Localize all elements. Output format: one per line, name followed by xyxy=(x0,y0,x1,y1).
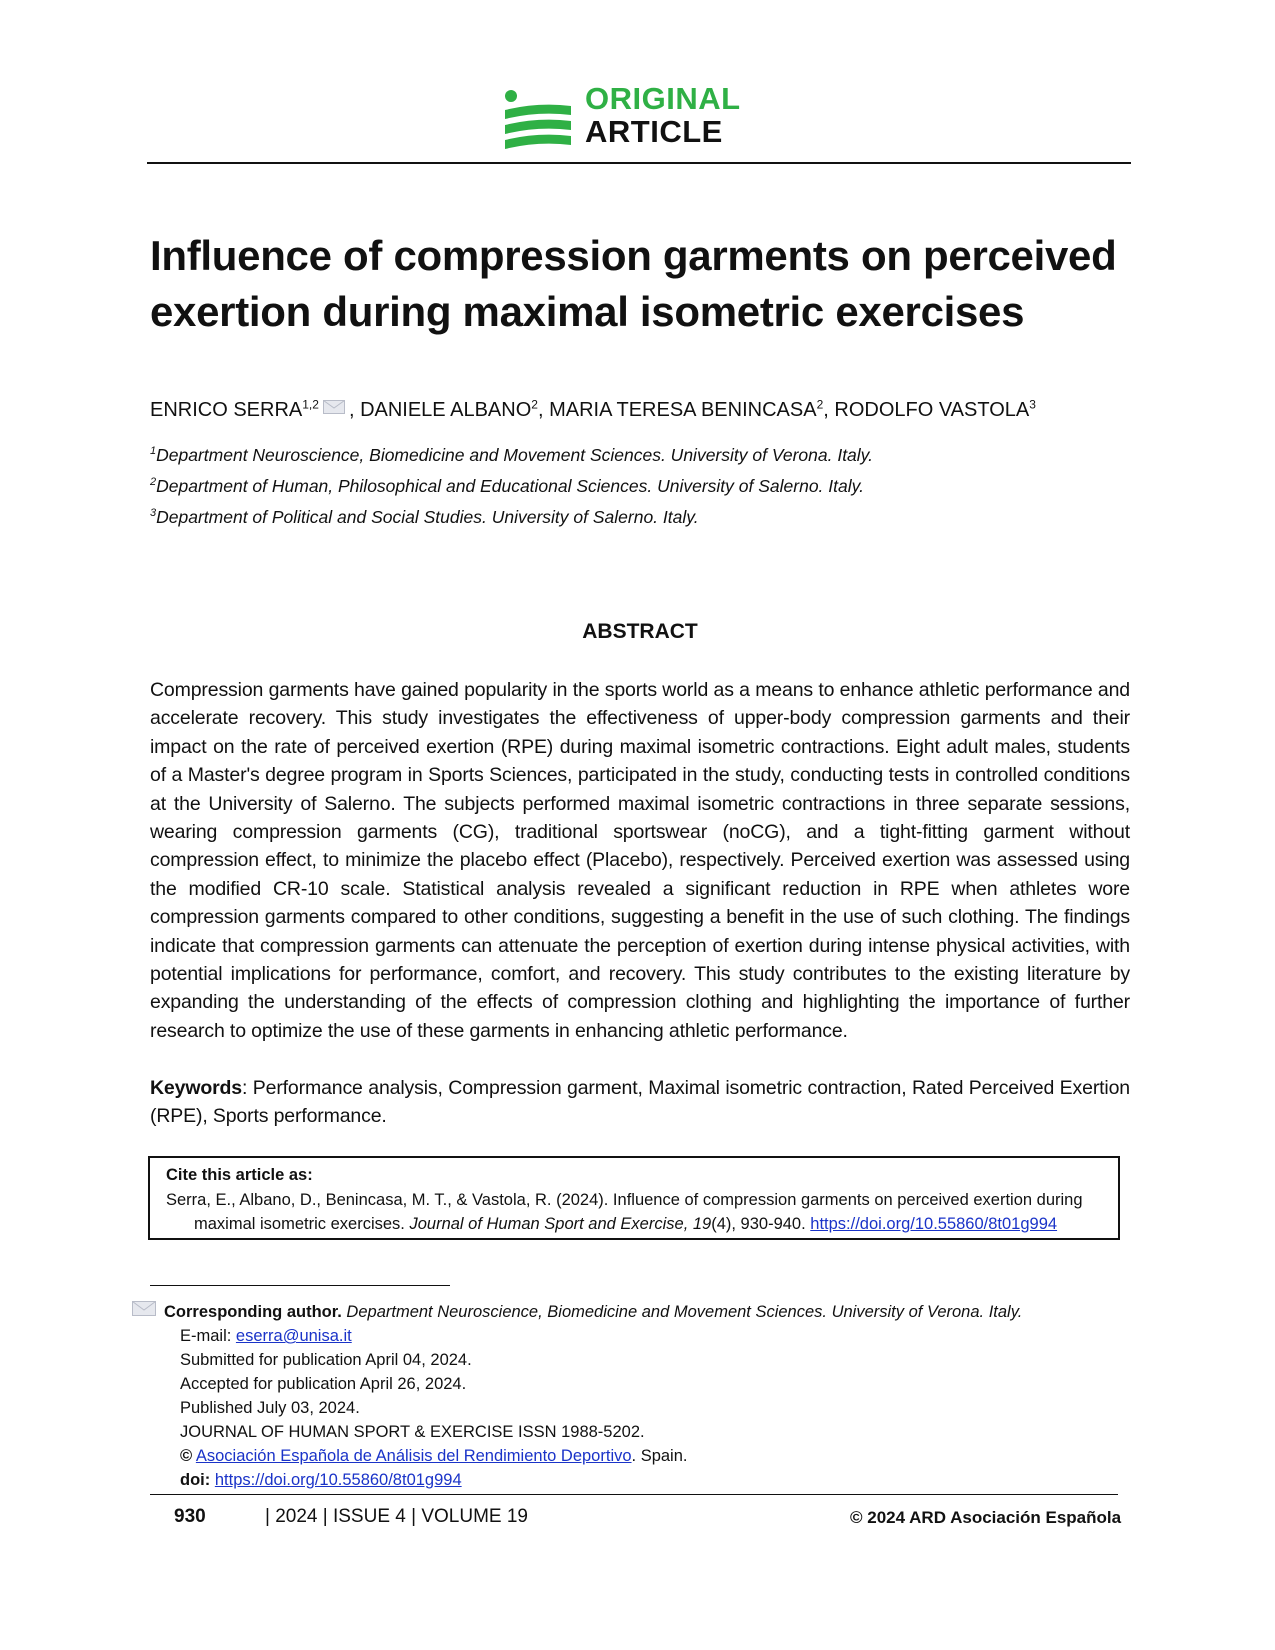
keywords-list: : Performance analysis, Compression garment, Maximal isometric contraction, Rated Perceived Exertion (RPE), Sports performance. xyxy=(150,1077,1130,1128)
citation-issue-pages: (4), 930-940. xyxy=(711,1215,811,1233)
citation-title-end: maximal isometric exercises. xyxy=(194,1215,410,1233)
footer-divider xyxy=(150,1494,1118,1495)
author-name: MARIA TERESA BENINCASA xyxy=(549,399,817,421)
corresponding-affiliation: Department Neuroscience, Biomedicine and Movement Sciences. University of Verona. Italy. xyxy=(341,1303,1023,1321)
author-affiliation-mark: 1,2 xyxy=(302,397,319,412)
email-icon[interactable] xyxy=(323,396,345,420)
article-title: Influence of compression garments on perceived exertion during maximal isometric exercises xyxy=(150,232,1117,335)
email-label: E-mail: xyxy=(180,1327,236,1345)
author-name: DANIELE ALBANO xyxy=(360,399,532,421)
abstract-body: Compression garments have gained popularity in the sports world as a means to enhance athletic performance and accelerate recovery. This study investigates the effectiveness of upper-body compression garments and their impact on the rate of perceived exertion (RPE) during maximal isometric contractions. Eight adult males, students of a Master's degree program in Sports Sciences, participated in the study, conducting tests in controlled conditions at the University of Salerno. The subjects performed maximal isometric contractions in three separate sessions, wearing compression garments (CG), traditional sportswear (noCG), and a tight-fitting garment without compression effect, to minimize the placebo effect (Placebo), respectively. Perceived exertion was assessed using the modified CR-10 scale. Statistical analysis revealed a significant reduction in RPE when athletes wore compression garments compared to other conditions, suggesting a benefit in the use of such clothing. The findings indicate that compression garments can attenuate the perception of exertion during intense physical activities, with potential implications for performance, comfort, and recovery. This study contributes to the existing literature by expanding the understanding of the effects of compression clothing and highlighting the importance of further research to optimize the use of these garments in enhancing athletic performance. xyxy=(150,679,1130,1042)
submitted-date: Submitted for publication April 04, 2024. xyxy=(180,1351,472,1369)
published-date: Published July 03, 2024. xyxy=(180,1399,360,1417)
citation-heading: Cite this article as: xyxy=(166,1166,313,1184)
publisher-link[interactable]: Asociación Española de Análisis del Rendimiento Deportivo xyxy=(195,1447,632,1465)
author-name: RODOLFO VASTOLA xyxy=(834,399,1030,421)
citation-text: Serra, E., Albano, D., Benincasa, M. T., & Vastola, R. (2024). Influence of compression garments on perceived exertion during xyxy=(166,1191,1083,1209)
issue-info: | 2024 | ISSUE 4 | VOLUME 19 xyxy=(265,1506,528,1527)
email-icon xyxy=(132,1301,156,1321)
abstract-heading: ABSTRACT xyxy=(582,620,698,643)
author-affiliation-mark: 2 xyxy=(816,397,824,412)
logo-stripes-icon xyxy=(503,88,573,150)
journal-issn: JOURNAL OF HUMAN SPORT & EXERCISE ISSN 1988-5202. xyxy=(180,1423,645,1441)
citation-journal: Journal of Human Sport and Exercise, 19 xyxy=(409,1215,712,1233)
affiliation-mark: 1 xyxy=(150,445,157,458)
doi-line xyxy=(180,1470,462,1490)
keywords xyxy=(150,1074,1130,1131)
affiliation xyxy=(150,475,1130,497)
affiliation xyxy=(150,506,1130,528)
author-affiliation-mark: 2 xyxy=(531,397,538,412)
corresponding-label: Corresponding author. xyxy=(164,1303,342,1321)
email-line xyxy=(180,1326,352,1346)
journal-logo xyxy=(503,82,783,150)
page-number: 930 xyxy=(174,1506,206,1527)
author-name: ENRICO SERRA xyxy=(150,399,303,421)
affiliation-mark: 2 xyxy=(150,476,157,489)
logo-text-article: ARTICLE xyxy=(585,114,723,149)
doi-link[interactable]: https://doi.org/10.55860/8t01g994 xyxy=(214,1471,462,1489)
author-affiliation-mark: 3 xyxy=(1029,397,1036,412)
accepted-date: Accepted for publication April 26, 2024. xyxy=(180,1375,467,1393)
citation-doi-link[interactable]: https://doi.org/10.55860/8t01g994 xyxy=(810,1215,1058,1233)
copyright-symbol: © xyxy=(180,1447,193,1465)
affiliation-text: Department of Human, Philosophical and Educational Sciences. University of Salerno. Italy. xyxy=(156,476,864,496)
citation-box xyxy=(148,1156,1120,1240)
affiliation xyxy=(150,444,1130,466)
copyright-line xyxy=(180,1446,688,1466)
affiliation-mark: 3 xyxy=(150,507,157,520)
affiliation-text: Department Neuroscience, Biomedicine and Movement Sciences. University of Verona. Italy. xyxy=(156,445,873,465)
email-link[interactable]: eserra@unisa.it xyxy=(235,1327,352,1345)
doi-label: doi: xyxy=(180,1471,211,1489)
affiliation-text: Department of Political and Social Studies. University of Salerno. Italy. xyxy=(156,507,699,527)
header-divider xyxy=(147,162,1131,164)
citation-text-continued xyxy=(194,1215,1057,1234)
footer-copyright: © 2024 ARD Asociación Española xyxy=(850,1508,1122,1527)
footnote-divider xyxy=(150,1285,450,1286)
corresponding-author xyxy=(164,1302,1022,1322)
copyright-suffix: . Spain. xyxy=(631,1447,688,1465)
keywords-label: Keywords xyxy=(150,1077,242,1099)
logo-text-original: ORIGINAL xyxy=(585,81,741,116)
author-list: ENRICO SERRA$^{1,2}$ , DANIELE ALBANO$^2$, MARIA TERESA BENINCASA$^2$, RODOLFO VASTOLA$^3$ xyxy=(150,397,1036,421)
